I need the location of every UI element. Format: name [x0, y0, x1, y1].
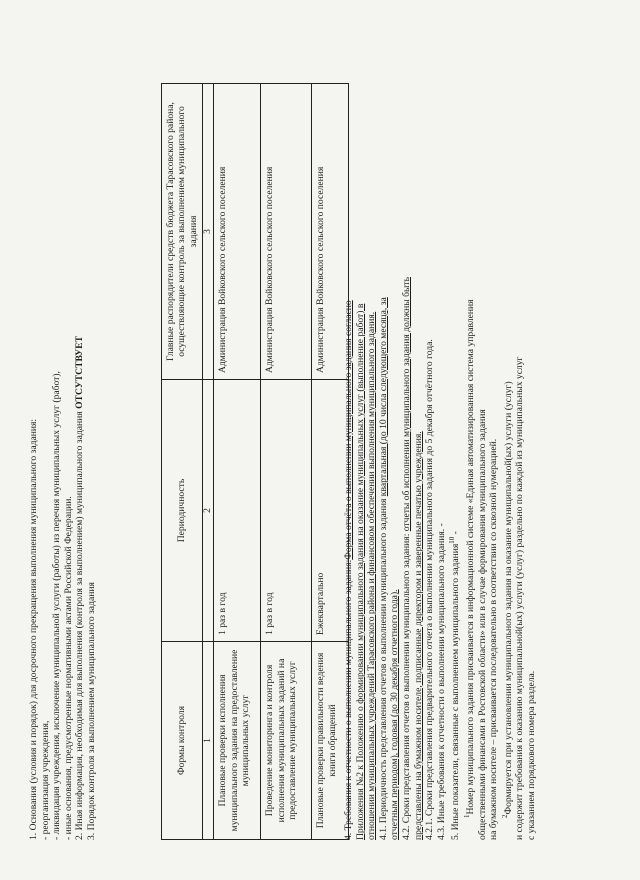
- req-line: [401, 80, 413, 840]
- req-line: 4.3. Иные требования к отчетности о выполнении муниципального задания. -: [435, 523, 447, 840]
- req-text: 5. Иные показатели, связанные с выполнением муниципального задания: [450, 543, 462, 840]
- responsible-body-cell: Администрация Войковского сельского поселения: [261, 84, 312, 380]
- intro-line: - иные основания, предусмотренные нормативными актами Российской Федерации.: [62, 496, 74, 840]
- table-row: [214, 84, 261, 840]
- footnote-text: Номер муниципального задания присваивается в информационной системе «Единая автоматизированная система управления: [464, 299, 476, 815]
- reporting-requirements: [343, 80, 538, 840]
- req-line: представлены на бумажном носителе, подписанные директором и заверенные печатью учреждения.: [412, 431, 424, 840]
- req-line: [447, 80, 462, 840]
- footnote-marker: 1: [462, 814, 471, 818]
- intro-line-text: 2. Иная информация, необходимая для выполнения (контроля за выполнением) муниципального задания: [74, 408, 86, 840]
- req-underlined: квартальная (до 10 числа следующего месяца, за: [377, 297, 389, 497]
- intro-line: 3. Порядок контроля за выполнением муниципального задания: [85, 582, 97, 840]
- req-line: отношении муниципальных учреждений Тарасовского района и финансовом обеспечении выполнения муниципального задания.: [366, 311, 378, 840]
- table-row: [261, 84, 312, 840]
- req-line: Приложения №2 к Положению о формировании муниципального задания на оказание муниципальных услуг (выполнение работ) в: [354, 303, 366, 840]
- responsible-body-cell: Администрация Войковского сельского поселения: [312, 84, 349, 380]
- control-form-cell: Плановые проверки правильности ведения книги обращений: [312, 642, 349, 840]
- absent-mark: ОТСУТСТВУЕТ: [74, 336, 86, 409]
- responsible-body-cell: Администрация Войковского сельского поселения: [214, 84, 261, 380]
- periodicity-cell: Ежеквартально: [312, 380, 349, 642]
- control-form-cell: Плановые проверки исполнения муниципального задания на предоставление муниципальных услуг: [214, 642, 261, 840]
- req-line: [343, 80, 355, 840]
- intro-line: - реорганизация учреждения,: [39, 720, 51, 840]
- intro-line: - ликвидация учреждения, исключение муниципальной услуги (работы) из перечня муниципальных услуг (работ),: [51, 371, 63, 840]
- periodicity-cell: 1 раз в год: [214, 380, 261, 642]
- control-table-numbers: [203, 84, 214, 840]
- column-number: 3: [203, 84, 214, 380]
- req-line: [378, 80, 390, 840]
- req-text: 4.1. Периодичность представления отчетов о выполнении муниципального задания: [377, 496, 389, 840]
- control-table: [161, 83, 349, 840]
- req-line: 4.2.1. Сроки представления предварительного отчета о выполнении муниципального задания до 5 декабря отчётного года.: [424, 339, 436, 840]
- footnote-marker: 10: [448, 536, 457, 544]
- intro-line: [74, 80, 86, 840]
- intro-section: [28, 80, 98, 840]
- column-number: 1: [203, 642, 214, 840]
- req-underlined: отчеты об исполнении муниципального задания должны быть: [400, 277, 412, 532]
- header-form: Формы контроля: [162, 642, 203, 840]
- control-form-cell: Проведение мониторинга и контроля исполнения муниципальных заданий на предоставление муниципальных услуг: [261, 642, 312, 840]
- req-underlined: Форма отчёта о выполнении муниципального задания согласно: [343, 300, 354, 560]
- req-text: 4.2. Сроки представления отчетов о выполнении муниципального задания:: [400, 531, 412, 840]
- footnote-line: общественными финансами в Ростовской области» или в случае формирования муниципального задания: [476, 409, 488, 840]
- footnote-line: [500, 80, 515, 840]
- header-period: Периодичность: [162, 380, 203, 642]
- req-line: отчетным периодом), годовая (до 30 декабря отчетного года).: [389, 589, 401, 840]
- footnote-line: на бумажном носителе – присваивается последовательно в соответствии со сквозной нумерацией.: [488, 438, 500, 840]
- intro-line: 1. Основания (условия и порядок) для досрочного прекращения выполнения муниципального задания:: [28, 418, 39, 840]
- periodicity-cell: 1 раз в год: [261, 380, 312, 642]
- footnote-line: с указанием порядкового номера раздела.: [525, 670, 537, 840]
- control-table-header: [162, 84, 203, 840]
- footnote-line: и содержит требования к оказанию муниципальной(ых) услуги (услуг) раздельно по каждой из муниципальных услуг: [514, 356, 526, 840]
- req-text: 4. Требования к отчетности о выполнении муниципального задания:: [343, 559, 354, 840]
- header-body: Главные распорядители средств бюджета Тарасовского района, осуществляющие контроль за выполнением муниципального задания: [162, 84, 203, 380]
- column-number: 2: [203, 380, 214, 642]
- req-text: -: [450, 531, 462, 537]
- footnote-line: [462, 80, 477, 840]
- footnote-marker: 2: [500, 814, 509, 818]
- footnote-text: Формируется при установлении муниципального задания на оказание муниципальной(ых) услуги (услуг): [502, 381, 514, 815]
